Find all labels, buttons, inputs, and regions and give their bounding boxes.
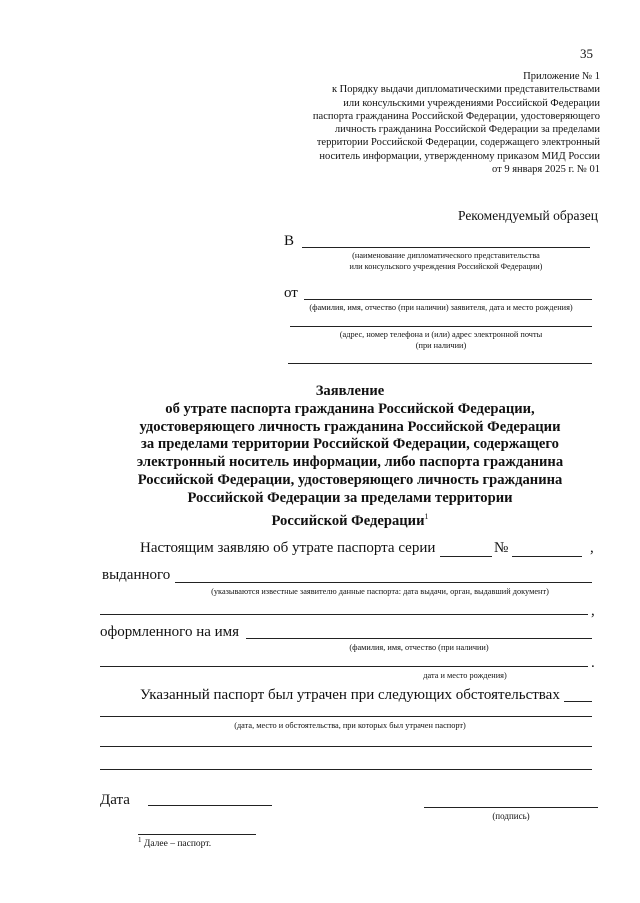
footnote-marker: 1: [424, 511, 429, 521]
appendix-line: к Порядку выдачи дипломатическими представительствами: [331, 84, 600, 96]
from-field-line[interactable]: [304, 299, 592, 300]
title-line-text: Российской Федерации: [271, 512, 425, 529]
signature-field-line[interactable]: [424, 807, 598, 808]
from-hint: (фамилия, имя, отчество (при наличии) заявителя, дата и место рождения): [309, 303, 573, 312]
issued-hint: (указываются известные заявителю данные паспорта: дата выдачи, орган, выдавший документ): [211, 587, 549, 596]
from-label: от: [284, 285, 298, 301]
date-label: Дата: [100, 792, 130, 808]
appendix-line: паспорта гражданина Российской Федерации, удостоверяющего: [312, 110, 600, 122]
footnote-text: Далее – паспорт.: [143, 839, 212, 850]
issued-label: выданного: [102, 567, 171, 583]
name-hint: (фамилия, имя, отчество (при наличии): [349, 643, 489, 652]
recommended-sample-label: Рекомендуемый образец: [457, 208, 598, 223]
name-field-line[interactable]: [246, 638, 592, 639]
number-field-line[interactable]: [512, 556, 582, 557]
circumstances-field-line-2[interactable]: [100, 716, 592, 717]
issued-comma: ,: [591, 603, 595, 619]
issued-to-label: оформленного на имя: [100, 624, 240, 640]
series-field-line[interactable]: [440, 556, 492, 557]
issued-field-line[interactable]: [175, 582, 592, 583]
footnote-mark: 1: [138, 836, 142, 844]
title-line: Российской Федерации, удостоверяющего личность гражданина: [137, 471, 563, 488]
to-label: В: [284, 233, 295, 249]
declare-text: Настоящим заявляю об утрате паспорта серии: [140, 540, 436, 556]
to-hint-line: (наименование дипломатического представительства: [352, 251, 540, 260]
appendix-line: носитель информации, утвержденному приказом МИД России: [319, 150, 600, 162]
document-title: [0, 383, 640, 530]
address-field-line[interactable]: [290, 326, 592, 327]
circumstances-hint: (дата, место и обстоятельства, при которых был утрачен паспорт): [234, 721, 466, 730]
address-hint-line: (адрес, номер телефона и (или) адрес электронной почты: [339, 330, 543, 339]
title-line: Заявление: [315, 383, 385, 399]
date-field-line[interactable]: [148, 805, 272, 806]
footnote: [138, 836, 211, 849]
to-hint-line: или консульского учреждения Российской Федерации): [349, 262, 543, 271]
circumstances-field-line-4[interactable]: [100, 769, 592, 770]
appendix-line: личность гражданина Российской Федерации за пределами: [334, 124, 600, 136]
address-hint-line: (при наличии): [415, 341, 467, 350]
title-line: электронный носитель информации, либо паспорта гражданина: [136, 454, 564, 471]
title-line: Российской Федерации за пределами территории: [187, 489, 513, 506]
page-number: 35: [580, 46, 593, 61]
appendix-block: [280, 70, 600, 176]
circumstances-field-line[interactable]: [564, 701, 592, 702]
extra-field-line[interactable]: [288, 363, 592, 364]
to-hint: [302, 250, 590, 272]
declare-comma: ,: [590, 540, 594, 556]
title-line: [0, 508, 640, 531]
appendix-line: Приложение № 1: [523, 71, 600, 82]
appendix-line: от 9 января 2025 г. № 01: [492, 164, 600, 176]
birth-hint: дата и место рождения): [423, 671, 507, 680]
signature-hint: (подпись): [492, 811, 530, 821]
appendix-line: территории Российской Федерации, содержащего электронный: [316, 137, 600, 149]
footnote-separator: [138, 834, 256, 835]
title-line: за пределами территории Российской Федерации, содержащего: [141, 436, 559, 453]
title-line: удостоверяющего личность гражданина Российской Федерации: [139, 418, 561, 435]
circumstances-field-line-3[interactable]: [100, 746, 592, 747]
to-field-line[interactable]: [302, 247, 590, 248]
birth-field-line[interactable]: [100, 666, 588, 667]
birth-period: .: [591, 655, 595, 671]
title-line: об утрате паспорта гражданина Российской Федерации,: [165, 400, 535, 417]
circumstances-text: Указанный паспорт был утрачен при следующих обстоятельствах: [140, 687, 560, 703]
number-sign: №: [494, 540, 509, 556]
issued-field-line-2[interactable]: [100, 614, 588, 615]
appendix-line: или консульскими учреждениями Российской Федерации: [343, 97, 600, 109]
address-hint: [290, 329, 592, 351]
